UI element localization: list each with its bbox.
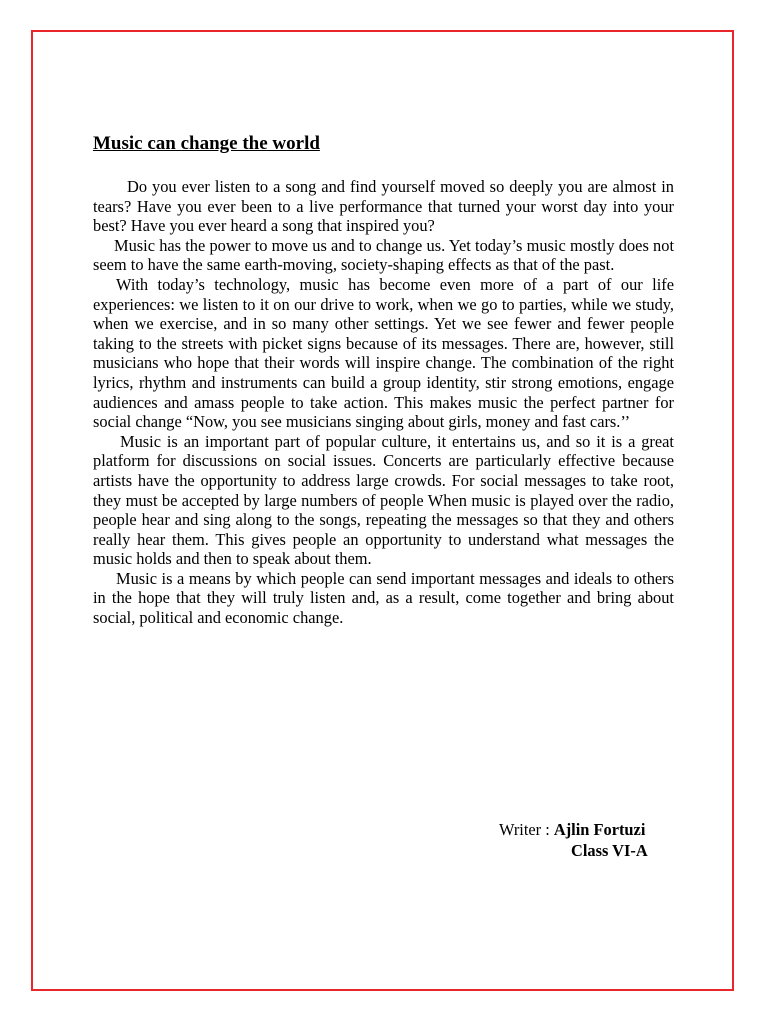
document-body <box>93 131 674 628</box>
paragraph-3: With today’s technology, music has become even more of a part of our life experiences: we listen to it on our drive to work, when we go to parties, while we study, when we exercise, and in so many other settings. Yet we see fewer and fewer people taking to the streets with picket signs because of its messages. There are, however, still musicians who hope that their words will inspire change. The combination of the right lyrics, rhythm and instruments can build a group identity, stir strong emotions, engage audiences and amass people to take action. This makes music the perfect partner for social change “Now, you see musicians singing about girls, money and fast cars.’’ <box>93 274 674 432</box>
writer-line <box>499 819 674 840</box>
paragraph-4: Music is an important part of popular culture, it entertains us, and so it is a great platform for discussions on social issues. Concerts are particularly effective because artists have the opportunity to address large crowds. For social messages to take root, they must be accepted by large numbers of people When music is played over the radio, people hear and sing along to the songs, repeating the messages so that they and others really hear them. This gives people an opportunity to understand what messages the music holds and then to speak about them. <box>93 431 674 569</box>
writer-label: Writer : <box>499 820 554 839</box>
class-label: Class VI-A <box>571 841 648 860</box>
document-title: Music can change the world <box>93 133 320 154</box>
signature-block <box>499 819 674 861</box>
writer-name: Ajlin Fortuzi <box>553 820 646 839</box>
paragraph-5: Music is a means by which people can send important messages and ideals to others in the hope that they will truly listen and, as a result, come together and bring about social, political and economic change. <box>93 568 674 628</box>
paragraph-2: Music has the power to move us and to change us. Yet today’s music mostly does not seem to have the same earth-moving, society-shaping effects as that of the past. <box>93 235 674 275</box>
paragraph-1: Do you ever listen to a song and find yourself moved so deeply you are almost in tears? Have you ever been to a live performance that turned your worst day into your best? Have you ever heard a song that inspired you? <box>93 177 674 236</box>
